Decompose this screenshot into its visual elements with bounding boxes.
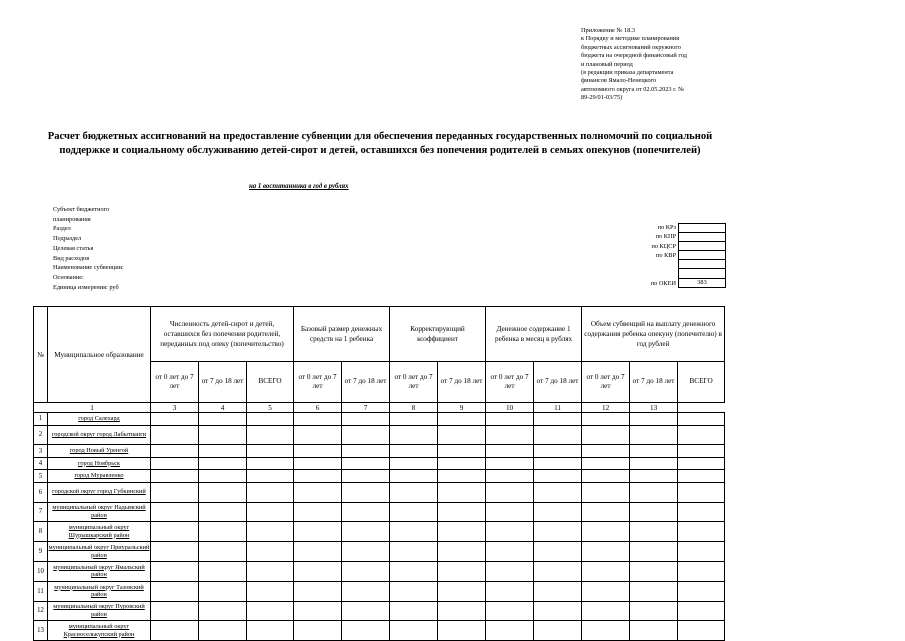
- appendix-line: финансов Ямало-Ненецкого: [581, 77, 657, 85]
- data-cell[interactable]: [678, 621, 725, 641]
- data-cell[interactable]: [390, 470, 438, 483]
- data-cell[interactable]: [534, 457, 582, 470]
- data-cell[interactable]: [294, 445, 342, 458]
- table-row: [34, 470, 725, 483]
- header-group-base: Базовый размер денежных средств на 1 ребенка: [294, 307, 390, 362]
- data-cell[interactable]: [630, 502, 678, 522]
- data-cell[interactable]: [390, 502, 438, 522]
- data-cell[interactable]: [342, 445, 390, 458]
- data-cell[interactable]: [199, 425, 247, 445]
- row-index: 6: [34, 482, 48, 502]
- data-cell[interactable]: [247, 482, 294, 502]
- data-cell[interactable]: [199, 581, 247, 601]
- column-number: 9: [438, 403, 486, 413]
- data-cell[interactable]: [678, 470, 725, 483]
- data-cell[interactable]: [199, 522, 247, 542]
- row-municipality: муниципальный округ Приуральский район: [48, 542, 151, 562]
- row-municipality: муниципальный округ Шурышкарский район: [48, 522, 151, 542]
- code-value: [678, 232, 726, 241]
- data-cell[interactable]: [342, 621, 390, 641]
- data-cell[interactable]: [630, 621, 678, 641]
- data-cell[interactable]: [678, 561, 725, 581]
- data-cell[interactable]: [438, 470, 486, 483]
- data-cell[interactable]: [534, 445, 582, 458]
- data-cell[interactable]: [199, 502, 247, 522]
- data-cell[interactable]: [247, 621, 294, 641]
- data-cell[interactable]: [678, 522, 725, 542]
- row-municipality: городской округ город Лабытнанги: [48, 425, 151, 445]
- data-cell[interactable]: [151, 413, 199, 426]
- data-cell[interactable]: [582, 621, 630, 641]
- data-cell[interactable]: [151, 445, 199, 458]
- header-age-7-18: от 7 до 18 лет: [630, 362, 678, 403]
- meta-label: Раздел: [53, 225, 71, 233]
- data-cell[interactable]: [294, 470, 342, 483]
- row-index: 12: [34, 601, 48, 621]
- data-cell[interactable]: [247, 601, 294, 621]
- meta-label: Наименование субвенции:: [53, 264, 124, 272]
- data-cell[interactable]: [486, 522, 534, 542]
- data-cell[interactable]: [390, 601, 438, 621]
- data-cell[interactable]: [534, 502, 582, 522]
- data-cell[interactable]: [678, 445, 725, 458]
- calculation-table: [33, 306, 725, 641]
- data-cell[interactable]: [630, 470, 678, 483]
- table-row: [34, 425, 725, 445]
- code-value: 383: [678, 279, 726, 288]
- data-cell[interactable]: [486, 621, 534, 641]
- code-label: по КПР: [655, 233, 676, 241]
- data-cell[interactable]: [294, 425, 342, 445]
- header-total: ВСЕГО: [678, 362, 725, 403]
- data-cell[interactable]: [630, 522, 678, 542]
- data-cell[interactable]: [342, 581, 390, 601]
- code-label: по КВР: [656, 252, 676, 260]
- data-cell[interactable]: [438, 522, 486, 542]
- data-cell[interactable]: [390, 425, 438, 445]
- header-age-7-18: от 7 до 18 лет: [534, 362, 582, 403]
- classification-codes: [600, 223, 726, 288]
- data-cell[interactable]: [151, 621, 199, 641]
- header-age-0-7: от 0 лет до 7 лет: [151, 362, 199, 403]
- data-cell[interactable]: [247, 413, 294, 426]
- data-cell[interactable]: [390, 445, 438, 458]
- data-cell[interactable]: [151, 425, 199, 445]
- table-row: [34, 482, 725, 502]
- data-cell[interactable]: [390, 542, 438, 562]
- meta-label: Вид расходов: [53, 254, 90, 262]
- data-cell[interactable]: [342, 502, 390, 522]
- code-value: [678, 223, 726, 233]
- data-cell[interactable]: [582, 522, 630, 542]
- data-cell[interactable]: [247, 502, 294, 522]
- data-cell[interactable]: [342, 561, 390, 581]
- appendix-line: 89-29/01-03/75): [581, 94, 623, 102]
- data-cell[interactable]: [342, 482, 390, 502]
- column-number: 10: [486, 403, 534, 413]
- appendix-line: Приложение № 18.3: [581, 27, 635, 34]
- meta-labels: [53, 205, 183, 292]
- data-cell[interactable]: [151, 482, 199, 502]
- code-value: [678, 269, 726, 278]
- row-municipality: муниципальный округ Ямальский район: [48, 561, 151, 581]
- data-cell[interactable]: [390, 482, 438, 502]
- data-cell[interactable]: [438, 601, 486, 621]
- data-cell[interactable]: [247, 561, 294, 581]
- row-index: 4: [34, 457, 48, 470]
- row-index: 13: [34, 621, 48, 641]
- column-number: 13: [630, 403, 678, 413]
- data-cell[interactable]: [534, 542, 582, 562]
- data-cell[interactable]: [486, 601, 534, 621]
- data-cell[interactable]: [438, 561, 486, 581]
- header-municipality: Муниципальное образование: [48, 307, 151, 403]
- header-age-7-18: от 7 до 18 лет: [342, 362, 390, 403]
- data-cell[interactable]: [199, 445, 247, 458]
- data-cell[interactable]: [678, 457, 725, 470]
- data-cell[interactable]: [534, 581, 582, 601]
- data-cell[interactable]: [342, 522, 390, 542]
- data-cell[interactable]: [486, 561, 534, 581]
- data-cell[interactable]: [438, 621, 486, 641]
- header-group-monthly: Денежное содержание 1 ребенка в месяц в рублях: [486, 307, 582, 362]
- appendix-line: и плановый период: [581, 60, 633, 68]
- table-row: [34, 522, 725, 542]
- data-cell[interactable]: [486, 457, 534, 470]
- data-cell[interactable]: [486, 445, 534, 458]
- data-cell[interactable]: [678, 502, 725, 522]
- header-no: №: [34, 307, 48, 403]
- data-cell[interactable]: [151, 522, 199, 542]
- data-cell[interactable]: [294, 601, 342, 621]
- data-cell[interactable]: [534, 470, 582, 483]
- data-cell[interactable]: [630, 581, 678, 601]
- data-cell[interactable]: [294, 581, 342, 601]
- code-row: [600, 223, 726, 232]
- data-cell[interactable]: [630, 482, 678, 502]
- appendix-line: автономного округа от 02.05.2023 г. №: [581, 85, 685, 93]
- data-cell[interactable]: [582, 482, 630, 502]
- data-cell[interactable]: [438, 542, 486, 562]
- data-cell[interactable]: [486, 413, 534, 426]
- data-cell[interactable]: [582, 457, 630, 470]
- data-cell[interactable]: [534, 522, 582, 542]
- data-cell[interactable]: [438, 445, 486, 458]
- row-municipality: муниципальный округ Красноселькупский район: [48, 621, 151, 641]
- data-cell[interactable]: [151, 601, 199, 621]
- data-cell[interactable]: [630, 542, 678, 562]
- row-index: 8: [34, 522, 48, 542]
- data-cell[interactable]: [534, 425, 582, 445]
- code-row: [600, 251, 726, 260]
- column-number: 12: [582, 403, 630, 413]
- data-cell[interactable]: [199, 457, 247, 470]
- data-cell[interactable]: [151, 561, 199, 581]
- data-cell[interactable]: [678, 581, 725, 601]
- data-cell[interactable]: [342, 425, 390, 445]
- data-cell[interactable]: [630, 561, 678, 581]
- data-cell[interactable]: [486, 581, 534, 601]
- meta-label: Подраздел: [53, 235, 82, 243]
- row-municipality: городской округ город Губкинский: [48, 482, 151, 502]
- data-cell[interactable]: [678, 482, 725, 502]
- data-cell[interactable]: [438, 425, 486, 445]
- meta-label: Основание:: [53, 273, 84, 281]
- row-index: 10: [34, 561, 48, 581]
- header-group-volume: Объем субвенций на выплату денежного содержания ребенка опекуну (попечителю) в год рублей: [582, 307, 725, 362]
- meta-label: планирования: [53, 215, 91, 223]
- data-cell[interactable]: [294, 522, 342, 542]
- row-municipality: город Новый Уренгой: [48, 445, 151, 458]
- table-row: [34, 601, 725, 621]
- data-cell[interactable]: [486, 542, 534, 562]
- table-row: [34, 502, 725, 522]
- code-row: [600, 260, 726, 269]
- data-cell[interactable]: [151, 470, 199, 483]
- header-group-count: Численность детей-сирот и детей, оставшихся без попечения родителей, переданных под опеку (попечительство): [151, 307, 294, 362]
- data-cell[interactable]: [390, 581, 438, 601]
- data-cell[interactable]: [582, 601, 630, 621]
- data-cell[interactable]: [486, 470, 534, 483]
- row-municipality: город Салехард: [48, 413, 151, 426]
- code-label: по КЦСР: [651, 242, 676, 250]
- data-cell[interactable]: [199, 601, 247, 621]
- data-cell[interactable]: [630, 445, 678, 458]
- data-cell[interactable]: [294, 502, 342, 522]
- data-cell[interactable]: [438, 581, 486, 601]
- column-number: 1: [34, 403, 151, 413]
- document-title: Расчет бюджетных ассигнований на предоставление субвенции для обеспечения переданных государственных полномочий по социальной поддержке и социальному обслуживанию детей-сирот и детей, оставшихся без попечения родителей в семьях опекунов (попечителей): [47, 131, 713, 156]
- row-municipality: муниципальный округ Надымский район: [48, 502, 151, 522]
- data-cell[interactable]: [247, 542, 294, 562]
- data-cell[interactable]: [630, 601, 678, 621]
- data-cell[interactable]: [678, 425, 725, 445]
- meta-label: Целевая статья: [53, 244, 94, 252]
- header-age-0-7: от 0 лет до 7 лет: [486, 362, 534, 403]
- data-cell[interactable]: [199, 482, 247, 502]
- data-cell[interactable]: [151, 457, 199, 470]
- code-row: [600, 242, 726, 251]
- code-row: [600, 279, 726, 288]
- data-cell[interactable]: [582, 581, 630, 601]
- column-number: 11: [534, 403, 582, 413]
- data-cell[interactable]: [486, 482, 534, 502]
- data-cell[interactable]: [247, 457, 294, 470]
- table-row: [34, 445, 725, 458]
- appendix-line: к Порядку и методике планирования: [581, 35, 680, 43]
- data-cell[interactable]: [486, 425, 534, 445]
- data-cell[interactable]: [534, 561, 582, 581]
- data-cell[interactable]: [534, 482, 582, 502]
- appendix-line: (в редакции приказа департамента: [581, 69, 674, 77]
- data-cell[interactable]: [342, 542, 390, 562]
- data-cell[interactable]: [294, 482, 342, 502]
- data-cell[interactable]: [199, 561, 247, 581]
- row-municipality: город Ноябрьск: [48, 457, 151, 470]
- data-cell[interactable]: [390, 621, 438, 641]
- table-row: [34, 413, 725, 426]
- table-row: [34, 581, 725, 601]
- data-cell[interactable]: [294, 457, 342, 470]
- data-cell[interactable]: [342, 470, 390, 483]
- column-number: 8: [390, 403, 438, 413]
- data-cell[interactable]: [438, 502, 486, 522]
- data-cell[interactable]: [534, 413, 582, 426]
- data-cell[interactable]: [247, 522, 294, 542]
- data-cell[interactable]: [247, 581, 294, 601]
- data-cell[interactable]: [294, 413, 342, 426]
- meta-label: Субъект бюджетного: [53, 206, 110, 213]
- appendix-line: бюджетных ассигнований окружного: [581, 43, 681, 51]
- header-age-7-18: от 7 до 18 лет: [199, 362, 247, 403]
- column-number: 4: [199, 403, 247, 413]
- table-row: [34, 542, 725, 562]
- data-cell[interactable]: [486, 502, 534, 522]
- data-cell[interactable]: [247, 445, 294, 458]
- data-cell[interactable]: [199, 413, 247, 426]
- meta-label: Единица измерения: руб: [53, 283, 119, 291]
- header-age-0-7: от 0 лет до 7 лет: [390, 362, 438, 403]
- row-index: 11: [34, 581, 48, 601]
- data-cell[interactable]: [678, 542, 725, 562]
- row-municipality: муниципальный округ Тазовский район: [48, 581, 151, 601]
- code-value: [678, 242, 726, 251]
- data-cell[interactable]: [582, 542, 630, 562]
- code-label: по ОКЕИ: [650, 279, 676, 287]
- header-group-coef: Корректирующий коэффициент: [390, 307, 486, 362]
- data-cell[interactable]: [582, 413, 630, 426]
- column-number: 6: [294, 403, 342, 413]
- header-age-0-7: от 0 лет до 7 лет: [294, 362, 342, 403]
- row-municipality: муниципальный округ Пуровский район: [48, 601, 151, 621]
- row-index: 5: [34, 470, 48, 483]
- row-municipality: город Муравленко: [48, 470, 151, 483]
- data-cell[interactable]: [630, 457, 678, 470]
- data-cell[interactable]: [199, 470, 247, 483]
- row-index: 9: [34, 542, 48, 562]
- data-cell[interactable]: [151, 581, 199, 601]
- data-cell[interactable]: [199, 542, 247, 562]
- table-row: [34, 621, 725, 641]
- table-row: [34, 561, 725, 581]
- table-row: [34, 457, 725, 470]
- data-cell[interactable]: [582, 502, 630, 522]
- data-cell[interactable]: [199, 621, 247, 641]
- data-cell[interactable]: [390, 413, 438, 426]
- code-value: [678, 251, 726, 260]
- data-cell[interactable]: [342, 601, 390, 621]
- data-cell[interactable]: [247, 425, 294, 445]
- data-cell[interactable]: [438, 457, 486, 470]
- row-index: 2: [34, 425, 48, 445]
- row-index: 3: [34, 445, 48, 458]
- data-cell[interactable]: [294, 542, 342, 562]
- column-number: 3: [151, 403, 199, 413]
- document-subtitle: на 1 воспитанника в год в рублях: [249, 183, 349, 190]
- data-cell[interactable]: [678, 601, 725, 621]
- data-cell[interactable]: [678, 413, 725, 426]
- code-row: [600, 232, 726, 241]
- data-cell[interactable]: [294, 561, 342, 581]
- data-cell[interactable]: [390, 457, 438, 470]
- data-cell[interactable]: [534, 601, 582, 621]
- data-cell[interactable]: [582, 561, 630, 581]
- data-cell[interactable]: [630, 425, 678, 445]
- data-cell[interactable]: [151, 502, 199, 522]
- header-age-7-18: от 7 до 18 лет: [438, 362, 486, 403]
- code-row: [600, 269, 726, 278]
- code-label: по КРз: [657, 224, 676, 232]
- header-age-0-7: от 0 лет до 7 лет: [582, 362, 630, 403]
- header-total: ВСЕГО: [247, 362, 294, 403]
- data-cell[interactable]: [247, 470, 294, 483]
- appendix-note: [581, 27, 731, 103]
- row-index: 7: [34, 502, 48, 522]
- data-cell[interactable]: [582, 425, 630, 445]
- data-cell[interactable]: [582, 470, 630, 483]
- data-cell[interactable]: [390, 522, 438, 542]
- data-cell[interactable]: [390, 561, 438, 581]
- data-cell[interactable]: [294, 621, 342, 641]
- data-cell[interactable]: [582, 445, 630, 458]
- data-cell[interactable]: [342, 457, 390, 470]
- row-index: 1: [34, 413, 48, 426]
- data-cell[interactable]: [438, 482, 486, 502]
- data-cell[interactable]: [438, 413, 486, 426]
- data-cell[interactable]: [534, 621, 582, 641]
- code-value: [678, 260, 726, 269]
- column-number: 7: [342, 403, 390, 413]
- data-cell[interactable]: [151, 542, 199, 562]
- data-cell[interactable]: [630, 413, 678, 426]
- column-number: 5: [247, 403, 294, 413]
- data-cell[interactable]: [342, 413, 390, 426]
- appendix-line: бюджета на очередной финансовый год: [581, 52, 687, 60]
